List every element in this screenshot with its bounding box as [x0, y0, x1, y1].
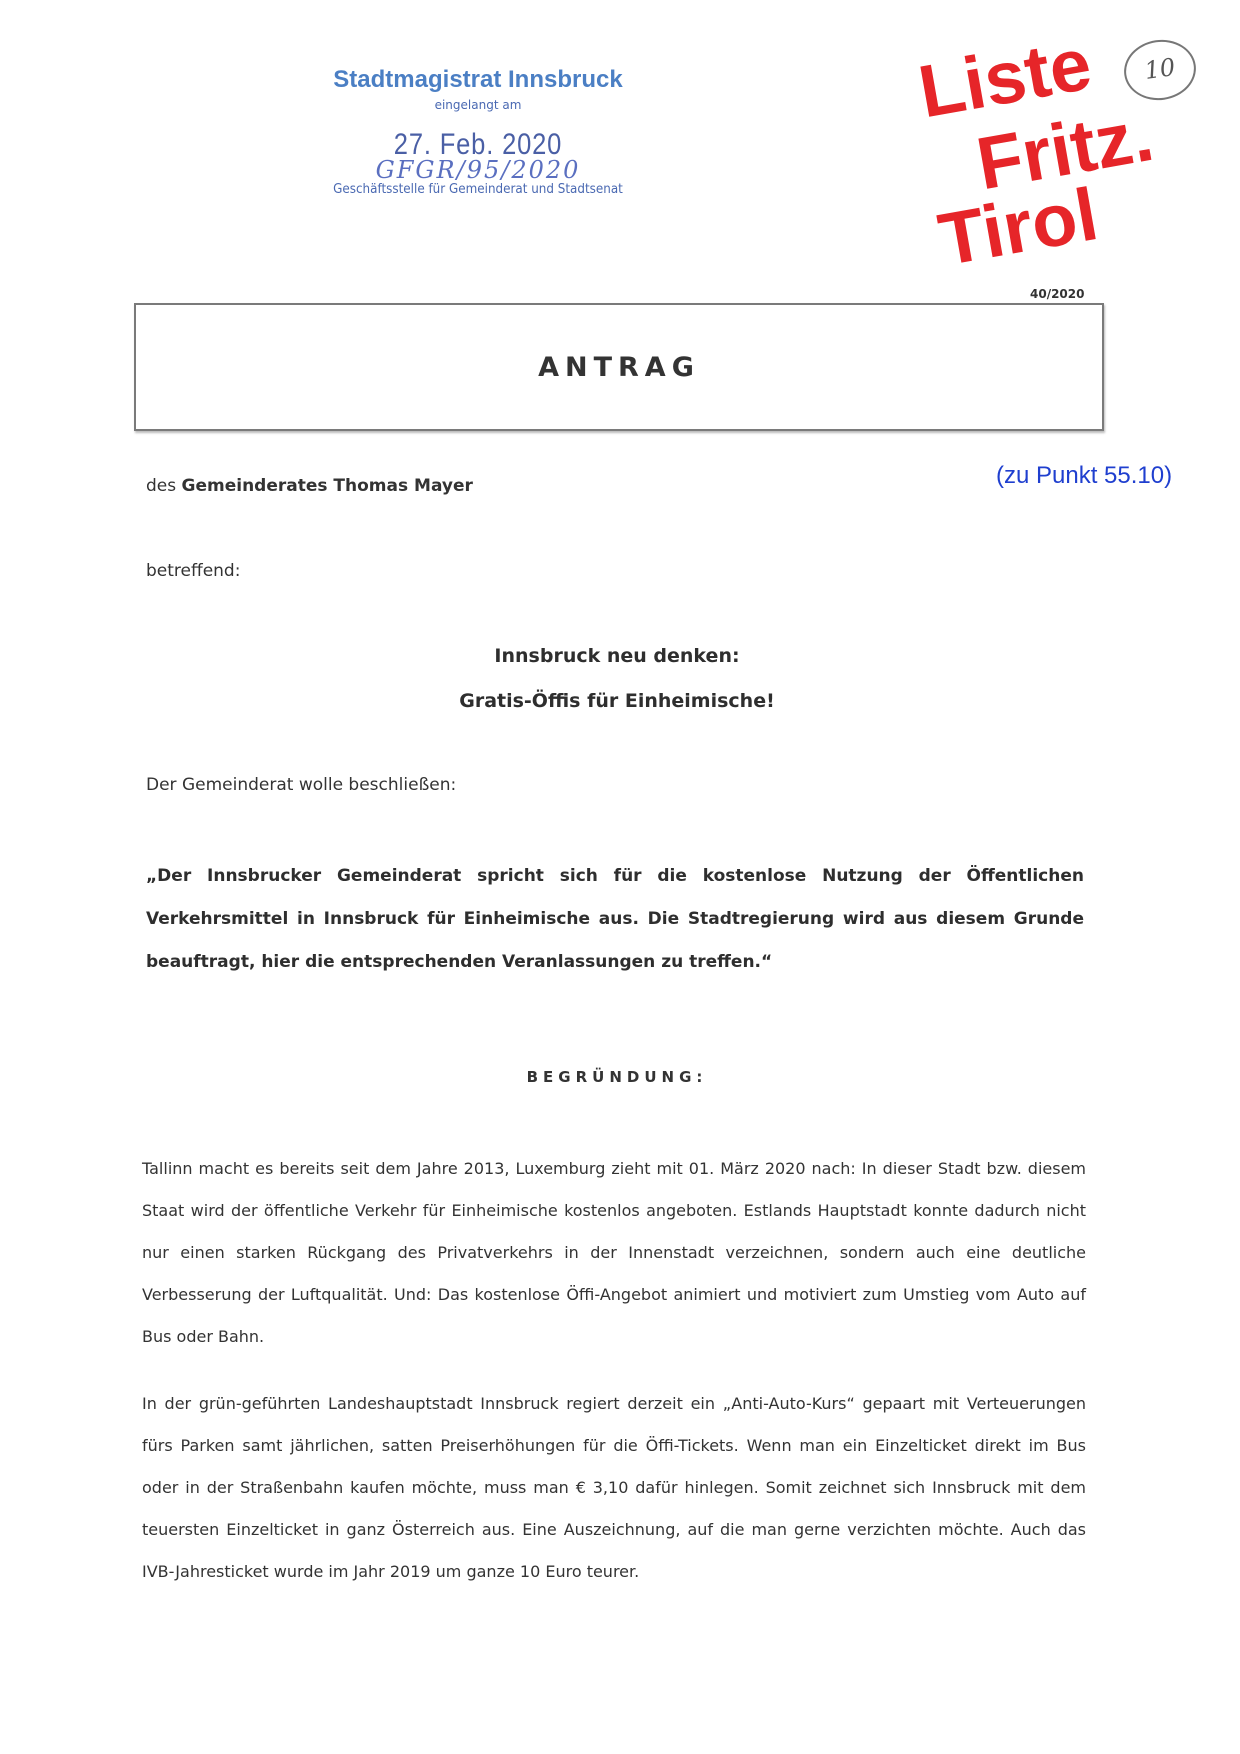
reasoning-paragraph-2: In der grün-geführten Landeshauptstadt Innsbruck regiert derzeit ein „Anti-Auto-Kurs“ gepaart mit Verteuerungen fürs Parken samt jährlichen, satten Preiserhöhungen für die Öffi-Tickets. Wenn man ein Einzelticket direkt im Bus oder in der Straßenbahn kaufen möchte, muss man € 3,10 dafür hinlegen. Somit zeichnet sich Innsbruck mit dem teuersten Einzelticket in ganz Österreich aus. Eine Auszeichnung, auf die man gerne verzichten möchte. Auch das IVB-Jahresticket wurde im Jahr 2019 um ganze 10 Euro teurer.: [142, 1394, 1086, 1581]
reasoning-paragraph-1: Tallinn macht es bereits seit dem Jahre 2013, Luxemburg zieht mit 01. März 2020 nach: In dieser Stadt bzw. diesem Staat wird der öffentliche Verkehr für Einheimische kostenlos angeboten. Estlands Hauptstadt konnte dadurch nicht nur einen starken Rückgang des Privatverkehrs in der Innenstadt verzeichnen, sondern auch eine deutliche Verbesserung der Luftqualität. Und: Das kostenlose Öffi-Angebot animiert und motiviert zum Umstieg vom Auto auf Bus oder Bahn.: [142, 1159, 1086, 1346]
logo-line-1: Liste: [912, 21, 1098, 134]
motion-text: „Der Innsbrucker Gemeinderat spricht sich für die kostenlose Nutzung der Öffentlichen Verkehrsmittel in Innsbruck für Einheimische aus. Die Stadtregierung wird aus diesem Grunde beauftragt, hier die entsprechenden Veranlassungen zu treffen.“: [146, 866, 1084, 972]
from-line: [146, 476, 473, 496]
reference-point: (zu Punkt 55.10): [996, 462, 1173, 489]
stamp-received-label: eingelangt am: [434, 98, 522, 112]
from-name: Gemeinderates Thomas Mayer: [181, 476, 473, 496]
subject-line-1: Innsbruck neu denken:: [494, 645, 740, 667]
from-prefix: des: [146, 476, 177, 496]
resolution-intro: Der Gemeinderat wolle beschließen:: [146, 775, 457, 795]
title-box: [134, 303, 1104, 431]
page-marker: 10: [1120, 35, 1200, 104]
subject-label: betreffend:: [146, 561, 241, 581]
stamp-reference: GFGR/95/2020: [375, 156, 581, 184]
stamp-office: Geschäftsstelle für Gemeinderat und Stadtsenat: [333, 182, 623, 197]
document-title: ANTRAG: [538, 351, 700, 383]
logo-line-3: Tirol: [932, 172, 1104, 282]
logo-line-2: Fritz.: [970, 92, 1160, 206]
document-number: 40/2020: [1030, 287, 1085, 301]
subject-line-2: Gratis-Öffis für Einheimische!: [459, 690, 775, 712]
received-stamp: [318, 58, 638, 218]
reasoning-title: BEGRÜNDUNG:: [526, 1068, 708, 1086]
stamp-date: 27. Feb. 2020: [393, 128, 563, 161]
stamp-organization: Stadtmagistrat Innsbruck: [333, 66, 623, 93]
